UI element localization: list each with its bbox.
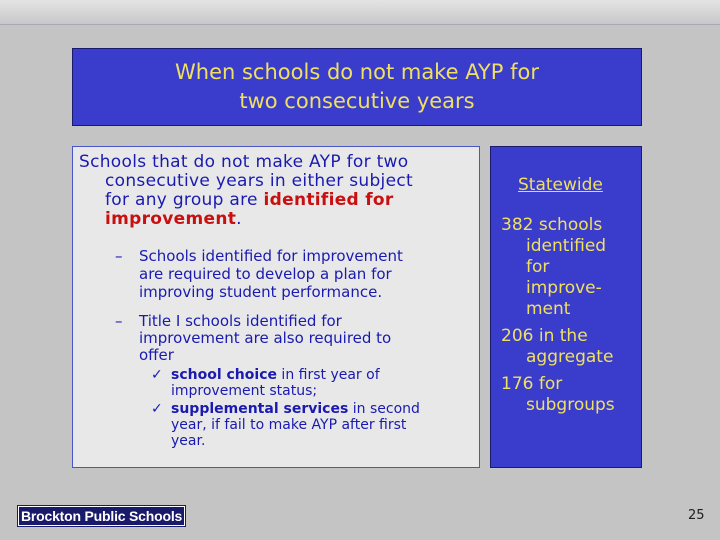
stat-2-line-1: 206 in the: [501, 326, 588, 346]
highlight-identified-for: identified for: [263, 190, 394, 210]
main-line-3-text: for any group are: [105, 190, 264, 210]
stat-1-line-4: improve-: [526, 278, 602, 298]
stat-identified: [501, 215, 641, 320]
title-line-2: two consecutive years: [239, 89, 475, 113]
content-box: [72, 146, 480, 468]
check-icon: ✓: [151, 367, 163, 383]
main-period: .: [236, 209, 242, 229]
bullet-dash: –: [115, 312, 123, 330]
stat-3-line-2: subgroups: [526, 395, 615, 415]
slide-title: [72, 48, 642, 126]
highlight-improvement: improvement: [105, 209, 237, 229]
stat-1-line-2: identified: [526, 236, 607, 256]
stat-aggregate: [501, 326, 641, 368]
bullet-1-line-3: improving student performance.: [139, 283, 383, 301]
statewide-list: [501, 215, 641, 422]
main-line-1: Schools that do not make AYP for two: [79, 152, 409, 172]
check-1-bold: school choice: [171, 367, 277, 383]
check-2-bold: supplemental services: [171, 401, 349, 417]
bullet-1: [115, 247, 455, 301]
bullet-2-line-1: Title I schools identified for: [139, 312, 342, 330]
stat-1-line-3: for: [526, 257, 550, 277]
statewide-box: [490, 146, 642, 468]
title-line-1: When schools do not make AYP for: [175, 60, 539, 84]
top-band: [0, 0, 720, 25]
bullet-2-line-3: offer: [139, 346, 174, 364]
check-item-supplemental-services: [151, 401, 451, 449]
statewide-title: Statewide: [518, 175, 603, 195]
brockton-logo: Brockton Public Schools: [18, 506, 185, 526]
main-line-2: consecutive years in either subject: [105, 171, 413, 191]
check-1-rest: in first year of: [276, 367, 380, 383]
stat-subgroups: [501, 374, 641, 416]
bullet-2-line-2: improvement are also required to: [139, 329, 392, 347]
bullet-2: [115, 313, 455, 364]
bullet-1-line-1: Schools identified for improvement: [139, 247, 403, 265]
bullet-1-line-2: are required to develop a plan for: [139, 265, 392, 283]
check-item-school-choice: [151, 367, 451, 399]
stat-3-line-1: 176 for: [501, 374, 563, 394]
main-line-4: [79, 210, 475, 229]
stat-1-line-1: 382 schools: [501, 215, 603, 235]
bullet-dash: –: [115, 247, 123, 265]
stat-1-line-5: ment: [526, 299, 571, 319]
check-2-rest: in second: [348, 401, 420, 417]
check-1-cont: improvement status;: [171, 383, 318, 399]
check-icon: ✓: [151, 401, 163, 417]
check-2-cont-2: year.: [171, 433, 206, 449]
main-line-3: [79, 191, 475, 210]
stat-2-line-2: aggregate: [526, 347, 614, 367]
check-2-cont-1: year, if fail to make AYP after first: [171, 417, 407, 433]
check-list: [151, 367, 451, 451]
page-number: 25: [688, 508, 705, 523]
main-paragraph: [79, 153, 475, 229]
